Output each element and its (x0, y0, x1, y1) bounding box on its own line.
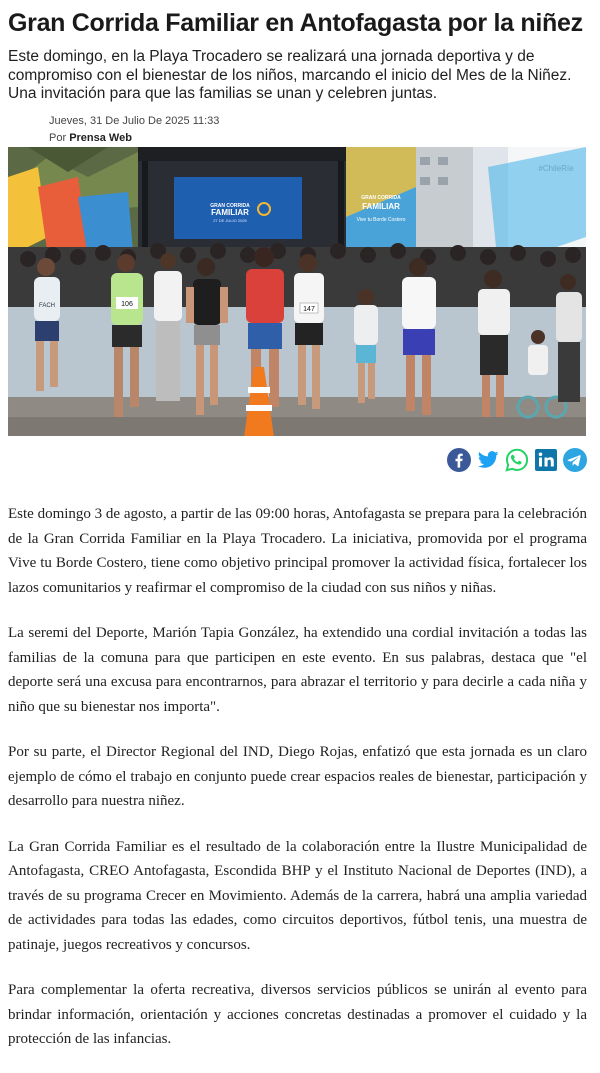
body-paragraph-5: Para complementar la oferta recreativa, diversos servicios públicos se unirán al evento para brindar información, orientación y acciones concretas destinadas a promover el cuidado y la protección de las infancias. (8, 982, 587, 1047)
bib-147: 147 (303, 306, 315, 313)
race-start-illustration (8, 147, 586, 436)
side-banner-sub: Vive tu Borde Costero (356, 217, 406, 223)
linkedin-icon[interactable] (534, 448, 558, 472)
right-banner-tag: #ChileRíe (538, 164, 574, 173)
body-paragraph-4: La Gran Corrida Familiar es el resultado de la colaboración entre la Ilustre Municipalidad de Antofagasta, CREO Antofagasta, Escondida BHP y el Instituto Nacional de Deportes (IND), a través de su programa Crecer en Movimiento. Además de la carrera, habrá una amplia variedad de actividades para todas las edades, como circuitos deportivos, fútbol tenis, una muestra de patinaje, juegos recreativos y concursos. (8, 838, 587, 953)
side-banner-line2: FAMILIAR (362, 202, 400, 211)
article-body (8, 502, 587, 1073)
article-lead: Este domingo, en la Playa Trocadero se realizará una jornada deportiva y de compromiso con el bienestar de los niños, marcando el inicio del Mes de la Niñez. Una invitación para que las familias se unan y celebren juntas. (8, 48, 572, 102)
publish-date: Jueves, 31 De Julio De 2025 11:33 (49, 115, 220, 127)
bib-106: 106 (121, 301, 133, 308)
byline (49, 131, 349, 145)
facebook-icon[interactable] (447, 448, 471, 472)
byline-prefix: Por (49, 132, 67, 144)
article-title: Gran Corrida Familiar en Antofagasta por la niñez (8, 9, 583, 37)
body-paragraph-3: Por su parte, el Director Regional del IND, Diego Rojas, enfatizó que esta jornada es un claro ejemplo de cómo el trabajo en conjunto puede crear espacios reales de bienestar, participación y desarrollo para nuestra niñez. (8, 744, 587, 809)
screen-text-line2: FAMILIAR (211, 208, 249, 217)
vest-text: FACH (38, 303, 56, 309)
body-paragraph-2: La seremi del Deporte, Marión Tapia González, ha extendido una cordial invitación a todas las familias de la comuna para que participen en este evento. En sus palabras, destaca que "el deporte será una excusa para encontrarnos, para abrazar el territorio y para decirle a cada niña y niño que su bienestar nos importa". (8, 625, 587, 715)
screen-text-line1: GRAN CORRIDA (210, 203, 250, 209)
twitter-icon[interactable] (476, 448, 500, 472)
body-paragraph-1: Este domingo 3 de agosto, a partir de las 09:00 horas, Antofagasta se prepara para la celebración de la Gran Corrida Familiar en la Playa Trocadero. La iniciativa, promovida por el programa Vive tu Borde Costero, tiene como objetivo principal promover la actividad física, fortalecer los lazos comunitarios y reafirmar el compromiso de la ciudad con sus niños y niñas. (8, 506, 587, 596)
side-banner-line1: GRAN CORRIDA (361, 195, 401, 201)
telegram-icon[interactable] (563, 448, 587, 472)
hero-photo (8, 147, 586, 436)
whatsapp-icon[interactable] (505, 448, 529, 472)
author-name: Prensa Web (69, 132, 132, 144)
screen-text-line3: 27 DE JULIO 2025 (213, 218, 247, 223)
share-bar (447, 448, 589, 472)
